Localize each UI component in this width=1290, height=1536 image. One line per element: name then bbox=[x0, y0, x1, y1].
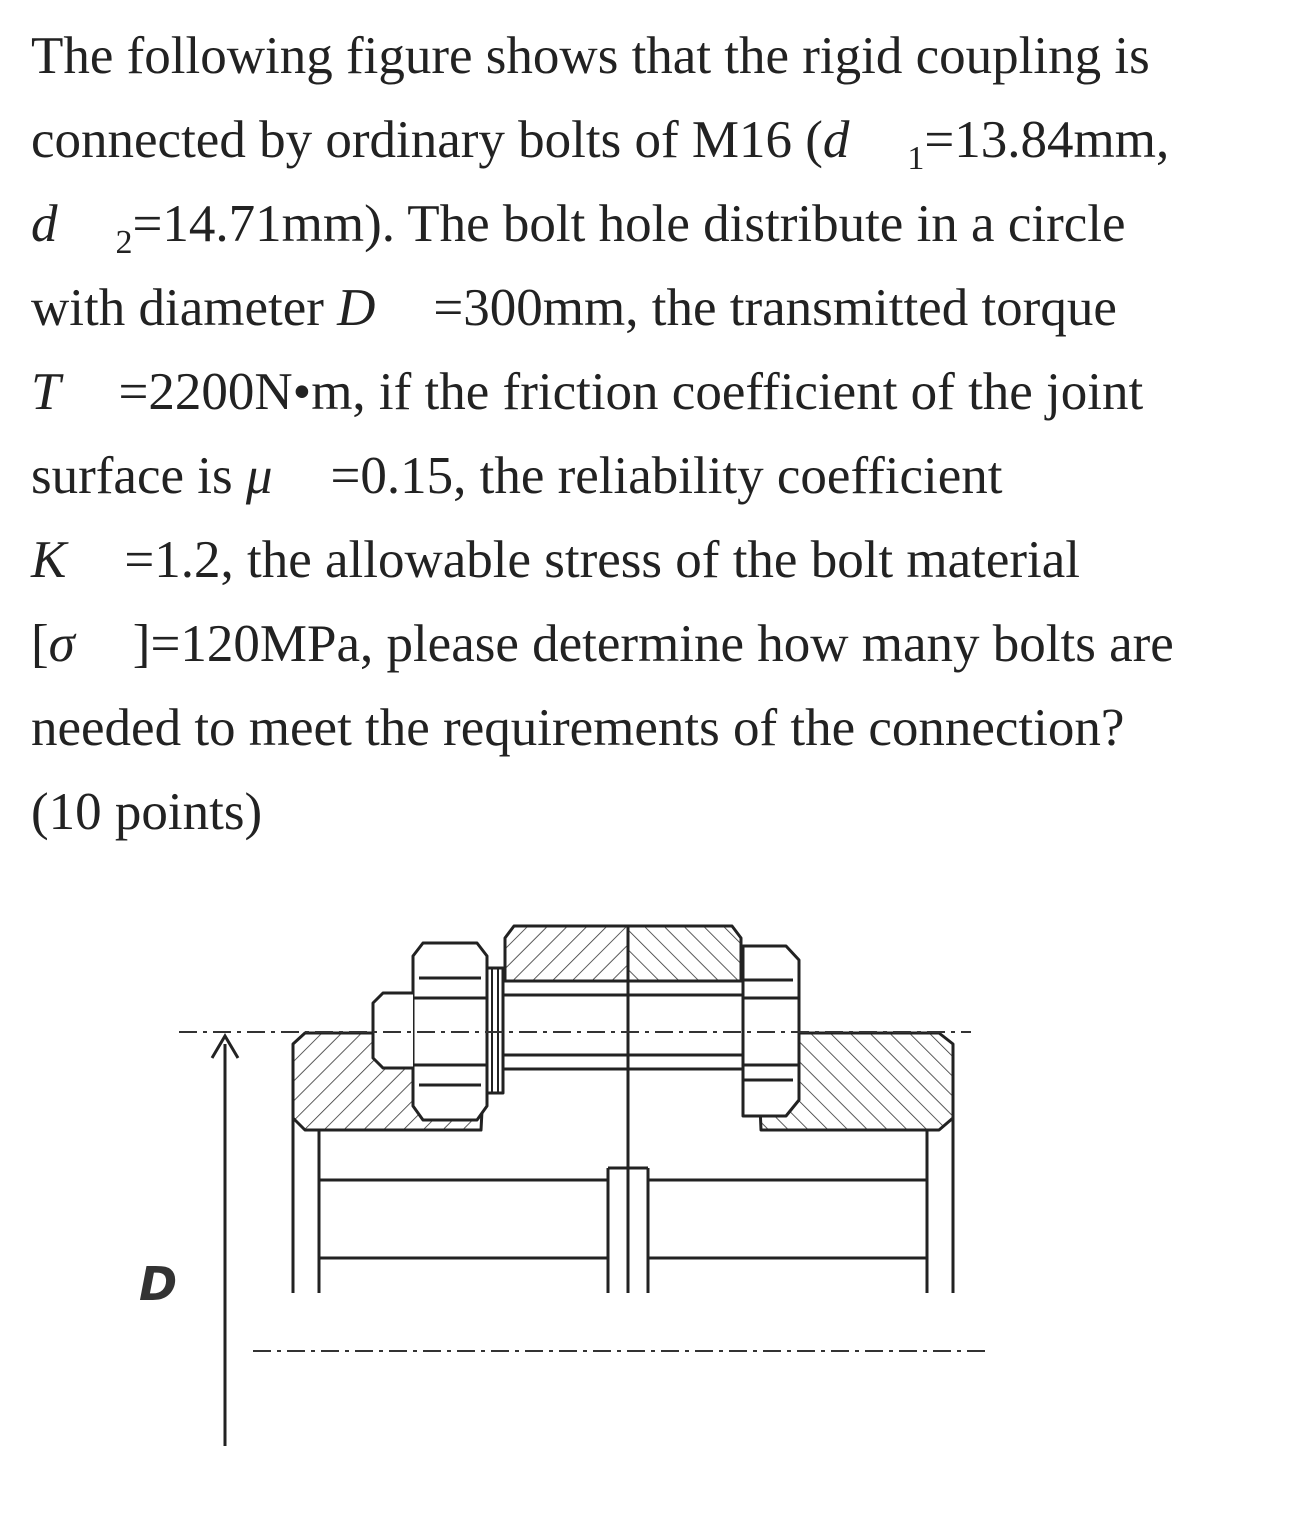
question-line-10: (10 points) bbox=[31, 783, 263, 841]
question-line-1: The following figure shows that the rigid coupling is bbox=[31, 27, 1150, 85]
question-line-5 bbox=[31, 350, 1276, 434]
var-T: T bbox=[31, 363, 61, 421]
coupling-figure bbox=[31, 868, 990, 1536]
line8-text: ]=120MPa, please determine how many bolts are bbox=[132, 615, 1174, 673]
var-D: D bbox=[337, 279, 376, 337]
question-line-2 bbox=[31, 98, 1276, 182]
question-line-6 bbox=[31, 434, 1276, 518]
var-d2: d bbox=[31, 195, 58, 253]
question-text bbox=[31, 14, 1276, 854]
question-line-7 bbox=[31, 518, 1276, 602]
question-line-9: needed to meet the requirements of the connection? bbox=[31, 699, 1125, 757]
var-d: d bbox=[822, 111, 850, 169]
dimension-label: D bbox=[139, 1257, 178, 1311]
left-flange-lower bbox=[293, 1118, 628, 1293]
line8-bracket: [ bbox=[31, 615, 49, 673]
right-flange-lower bbox=[628, 1118, 953, 1293]
question-line-3 bbox=[31, 182, 1276, 266]
line4-text-a: with diameter bbox=[31, 279, 338, 337]
var-mu: μ bbox=[245, 447, 273, 505]
question-line-4 bbox=[31, 266, 1276, 350]
question-line-8 bbox=[31, 602, 1276, 686]
subscript-2: 2 bbox=[115, 224, 133, 261]
coupling-drawing bbox=[31, 868, 990, 1536]
washer bbox=[487, 968, 503, 1093]
line6-text-b: =0.15, the reliability coefficient bbox=[330, 447, 1003, 505]
line2-text-b: =13.84mm, bbox=[924, 111, 1170, 169]
line7-text: =1.2, the allowable stress of the bolt material bbox=[124, 531, 1081, 589]
line6-text-a: surface is bbox=[31, 447, 246, 505]
bolt-end bbox=[373, 993, 413, 1068]
line3-text: =14.71mm). The bolt hole distribute in a circle bbox=[132, 195, 1126, 253]
var-sigma: σ bbox=[48, 615, 75, 673]
line4-text-b: =300mm, the transmitted torque bbox=[433, 279, 1117, 337]
subscript-1: 1 bbox=[907, 140, 925, 177]
line5-text: =2200N•m, if the friction coefficient of the joint bbox=[118, 363, 1144, 421]
line2-text-a: connected by ordinary bolts of M16 ( bbox=[31, 111, 823, 169]
var-K: K bbox=[31, 531, 67, 589]
